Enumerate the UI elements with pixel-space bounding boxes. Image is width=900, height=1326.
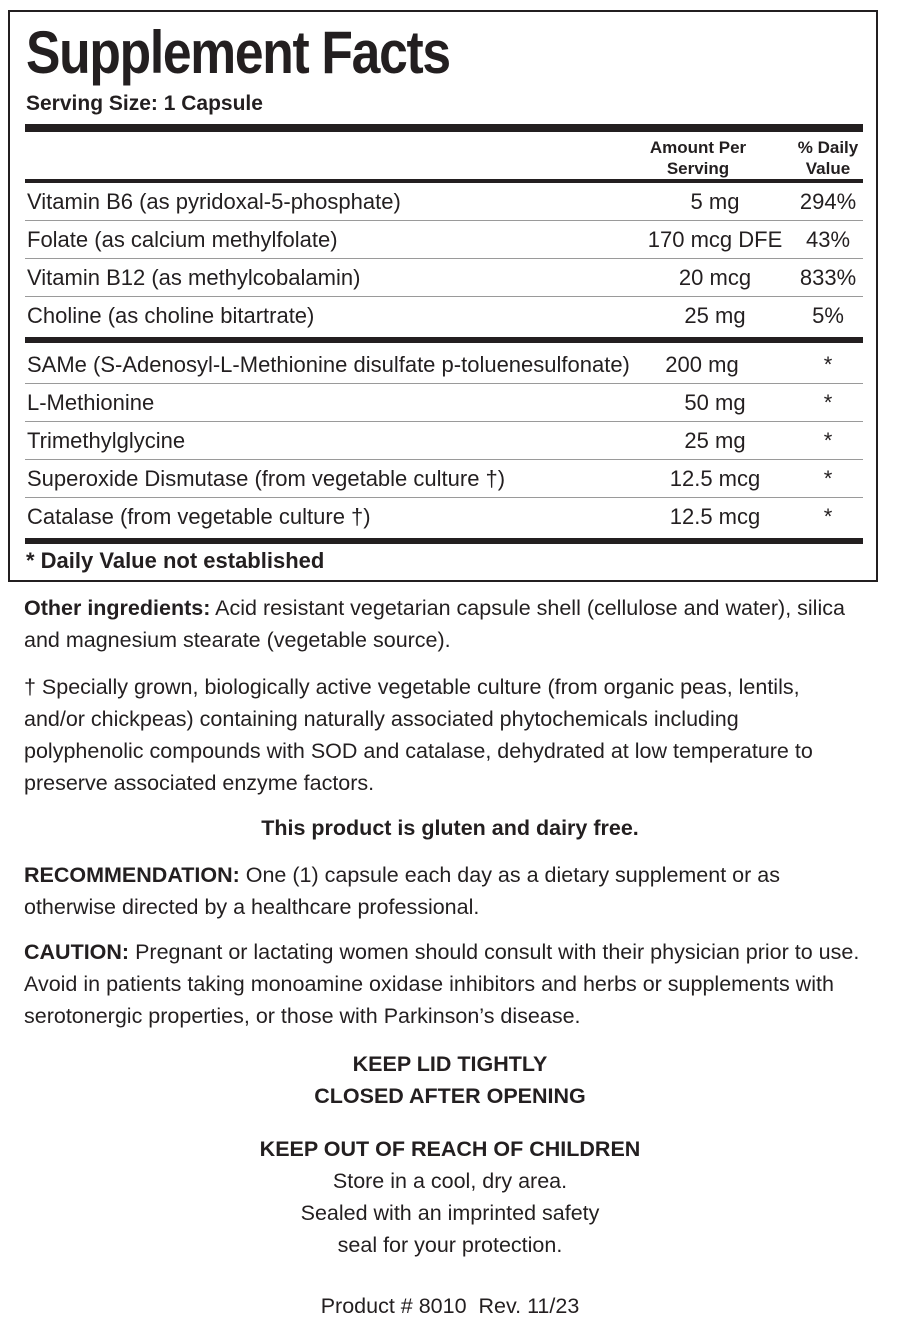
ingredient-name: L-Methionine — [27, 390, 155, 415]
nutrient-amount: 5 mg — [690, 189, 740, 214]
storage-line3: seal for your protection. — [337, 1233, 563, 1257]
recommendation-text: One (1) capsule each day as a dietary supplement or as otherwise directed by a healthcare professional. — [24, 863, 780, 919]
nutrient-name: Folate (as calcium methylfolate) — [27, 227, 338, 252]
nutrient-row — [25, 221, 863, 259]
recommendation-label: RECOMMENDATION: — [24, 863, 240, 887]
ingredient-daily-value: * — [823, 466, 833, 491]
footer-divider — [25, 538, 863, 544]
ingredient-row — [25, 422, 863, 460]
nutrient-daily-value: 294% — [799, 189, 857, 214]
amount-per-serving-header — [638, 137, 758, 179]
nutrient-amount: 20 mcg — [678, 265, 752, 290]
nutrient-name: Vitamin B12 (as methylcobalamin) — [27, 265, 361, 290]
ingredient-name: Superoxide Dismutase (from vegetable culture †) — [27, 466, 506, 491]
ingredient-daily-value: * — [823, 352, 833, 377]
storage-line1: Store in a cool, dry area. — [332, 1169, 568, 1193]
ingredient-amount: 12.5 mcg — [669, 504, 761, 529]
nutrient-name: Choline (as choline bitartrate) — [27, 303, 315, 328]
nutrient-daily-value: 5% — [812, 303, 844, 328]
ingredient-daily-value: * — [823, 504, 833, 529]
nutrient-row — [25, 183, 863, 221]
daily-value-footnote: * Daily Value not established — [26, 548, 325, 573]
ingredient-name: Catalase (from vegetable culture †) — [27, 504, 371, 529]
amount-header-line2: Serving — [666, 159, 730, 178]
nutrient-name: Vitamin B6 (as pyridoxal-5-phosphate) — [27, 189, 401, 214]
nutrient-amount: 25 mg — [684, 303, 746, 328]
supplement-facts-panel — [8, 10, 878, 582]
caution-label: CAUTION: — [24, 940, 130, 964]
ingredient-name: Trimethylglycine — [27, 428, 186, 453]
dagger-note: † Specially grown, biologically active vegetable culture (from organic peas, lentils, and/or chickpeas) containing naturally associated phytochemicals including polyphenolic compounds with SOD and catalase, dehydrated at low temperature to preserve associated enzyme factors. — [24, 675, 813, 795]
gluten-dairy-free-statement: This product is gluten and dairy free. — [261, 816, 639, 840]
ingredient-amount: 50 mg — [684, 390, 746, 415]
keep-lid-line1: KEEP LID TIGHTLY — [352, 1052, 548, 1076]
keep-out-of-reach-warning: KEEP OUT OF REACH OF CHILDREN — [259, 1137, 641, 1161]
keep-lid-warning — [0, 1048, 900, 1112]
ingredient-daily-value: * — [823, 428, 833, 453]
nutrient-amount: 170 mcg DFE — [647, 227, 783, 252]
header-divider — [25, 124, 863, 132]
dv-header-line2: Value — [805, 159, 851, 178]
nutrient-daily-value: 833% — [799, 265, 857, 290]
other-ingredients — [24, 592, 884, 656]
ingredient-name: SAMe (S-Adenosyl-L-Methionine disulfate p-toluenesulfonate) — [27, 352, 630, 377]
other-ingredients-text: Acid resistant vegetarian capsule shell (cellulose and water), silica and magnesium stearate (vegetable source). — [24, 596, 845, 652]
serving-size: Serving Size: 1 Capsule — [26, 92, 263, 115]
recommendation — [24, 859, 804, 923]
ingredient-daily-value: * — [823, 390, 833, 415]
ingredient-row — [25, 460, 863, 498]
nutrient-row — [25, 259, 863, 297]
other-ingredients-label: Other ingredients: — [24, 596, 211, 620]
ingredient-row — [25, 498, 863, 536]
ingredient-row — [25, 384, 863, 422]
section-divider — [25, 337, 863, 343]
nutrient-daily-value: 43% — [805, 227, 851, 252]
product-number: Product # 8010 Rev. 11/23 — [320, 1294, 580, 1318]
storage-line2: Sealed with an imprinted safety — [300, 1201, 600, 1225]
amount-header-line1: Amount Per — [649, 138, 747, 157]
storage-instructions — [0, 1165, 900, 1261]
caution-text: Pregnant or lactating women should consult with their physician prior to use. Avoid in patients taking monoamine oxidase inhibitors and herbs or supplements with serotonergic properties, or those with Parkinson’s disease. — [24, 940, 860, 1028]
ingredient-row — [25, 346, 863, 384]
ingredient-amount: 12.5 mcg — [669, 466, 761, 491]
dv-header-line1: % Daily — [797, 138, 859, 157]
ingredient-amount: 200 mg — [665, 352, 739, 377]
caution — [24, 936, 874, 1032]
ingredient-amount: 25 mg — [684, 428, 746, 453]
panel-title: Supplement Facts — [26, 19, 450, 86]
keep-lid-line2: CLOSED AFTER OPENING — [314, 1084, 586, 1108]
nutrient-row — [25, 297, 863, 335]
daily-value-header — [780, 137, 876, 179]
